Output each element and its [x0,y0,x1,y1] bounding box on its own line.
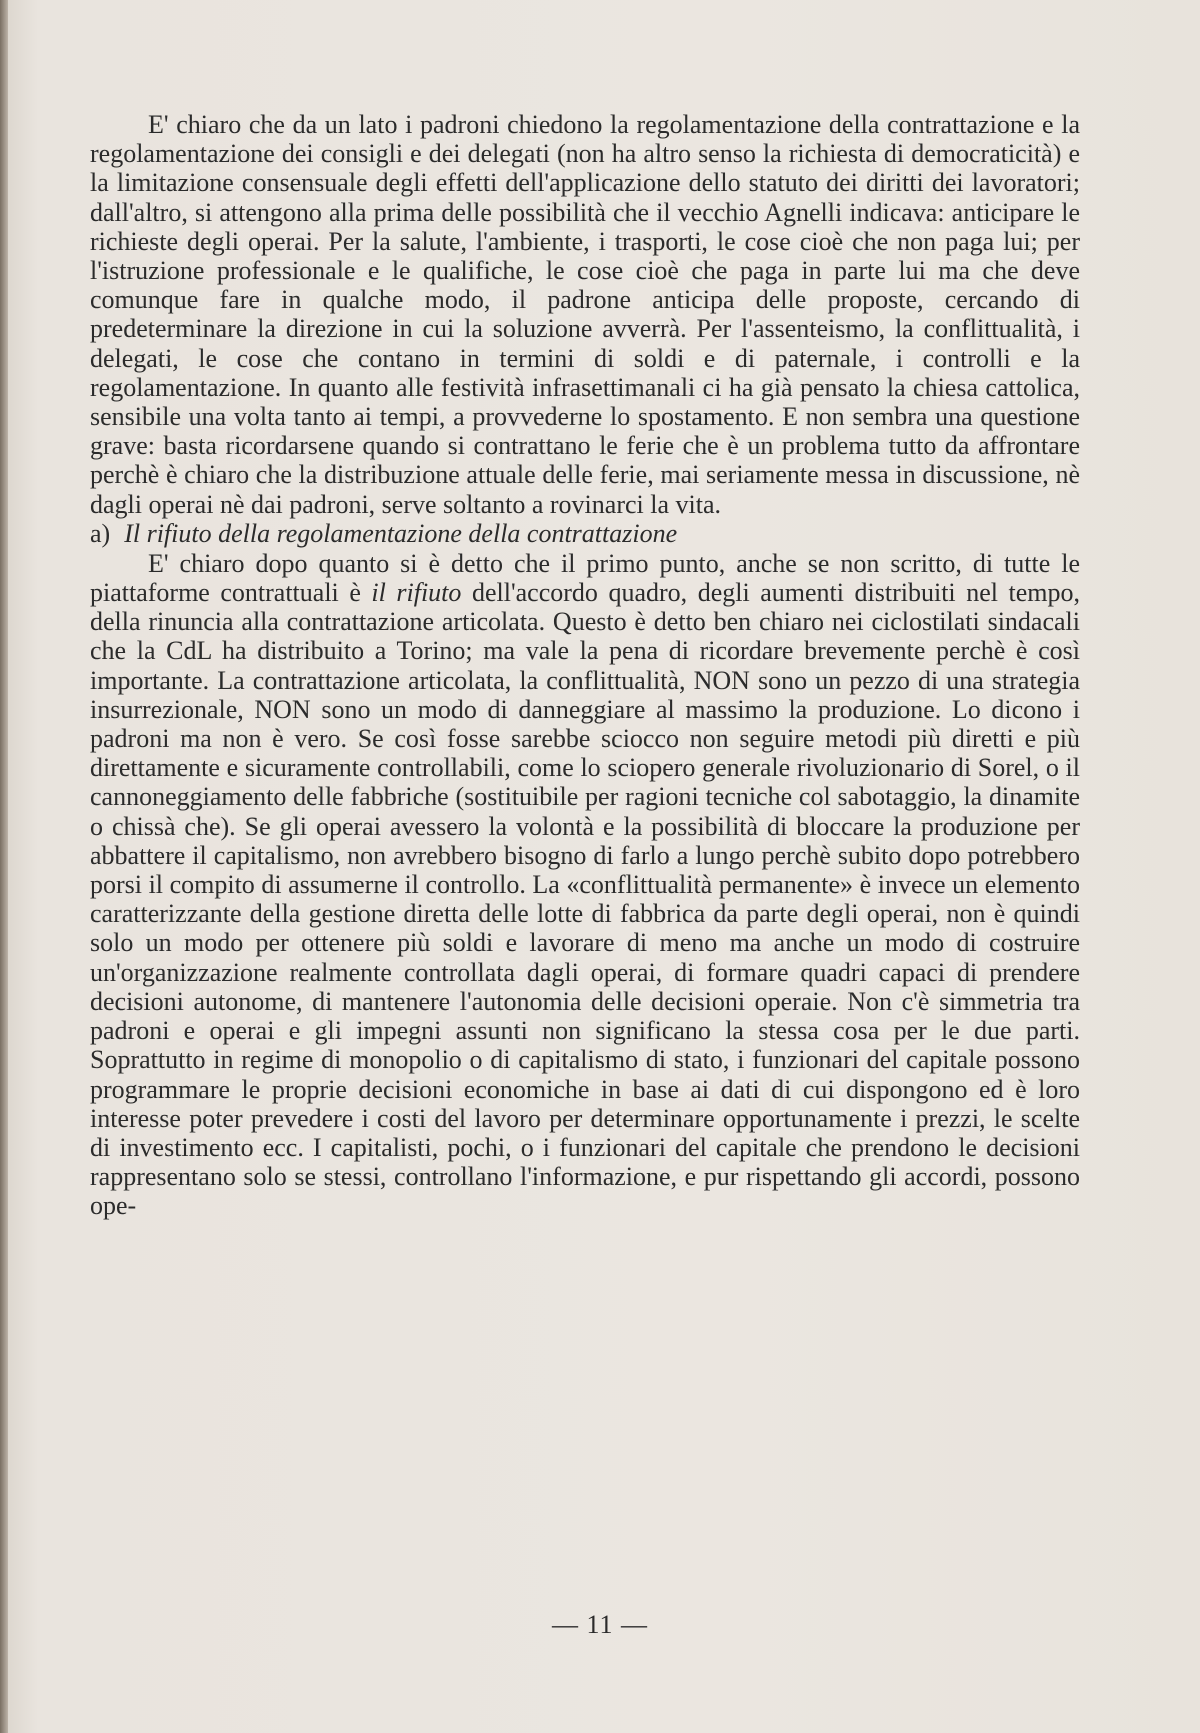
book-spine-edge [0,0,8,1733]
paragraph-1: E' chiaro che da un lato i padroni chiedono la regolamentazione della contrattazione e la regolamentazione dei consigli e dei delegati (non ha altro senso la richiesta di democraticità) e la limitazione consensuale degli effetti dell'applicazione dello statuto dei diritti dei lavoratori; dall'altro, si attengono alla prima delle possibilità che il vecchio Agnelli indicava: anticipare le richieste degli operai. Per la salute, l'ambiente, i trasporti, le cose cioè che non paga lui; per l'istruzione professionale e le qualifiche, le cose cioè che paga in parte lui ma che deve comunque fare in qualche modo, il padrone anticipa delle proposte, cercando di predeterminare la direzione in cui la soluzione avverrà. Per l'assenteismo, la conflittualità, i delegati, le cose che contano in termini di soldi e di paternale, i controlli e la regolamentazione. In quanto alle festività infrasettimanali ci ha già pensato la chiesa cattolica, sensibile una volta tanto ai tempi, a provvederne lo spostamento. E non sembra una questione grave: basta ricordarsene quando si contrattano le ferie che è un problema tutto da affrontare perchè è chiaro che la distribuzione attuale delle ferie, mai seriamente messa in discussione, nè dagli operai nè dai padroni, serve soltanto a rovinarci la vita. [90,110,1080,519]
page-number: — 11 — [551,1610,649,1639]
page-body [90,110,1080,1221]
paragraph-2-text-end: dell'accordo quadro, degli aumenti distribuiti nel tempo, della rinuncia alla contrattazione articolata. Questo è detto ben chiaro nei ciclostilati sindacali che la CdL ha distribuito a Torino; ma vale la pena di ricordare brevemente perchè è così importante. La contrattazione articolata, la conflittualità, NON sono un pezzo di una strategia insurrezionale, NON sono un modo di danneggiare al massimo la produzione. Lo dicono i padroni ma non è vero. Se così fosse sarebbe sciocco non seguire metodi più diretti e più direttamente e sicuramente controllabili, come lo sciopero generale rivoluzionario di Sorel, o il cannoneggiamento delle fabbriche (sostituibile per ragioni tecniche col sabotaggio, la dinamite o chissà che). Se gli operai avessero la volontà e la possibilità di bloccare la produzione per abbattere il capitalismo, non avrebbero bisogno di farlo a lungo perchè subito dopo potrebbero porsi il compito di assumerne il controllo. La «conflittualità permanente» è invece un elemento caratterizzante della gestione diretta delle lotte di fabbrica da parte degli operai, non è quindi solo un modo per ottenere più soldi e lavorare di meno ma anche un modo di costruire un'organizzazione realmente controllata dagli operai, di formare quadri capaci di prendere decisioni autonome, di mantenere l'autonomia delle decisioni operaie. Non c'è simmetria tra padroni e operai e gli impegni assunti non significano la stessa cosa per le due parti. Soprattutto in regime di monopolio o di capitalismo di stato, i funzionari del capitale possono programmare le proprie decisioni economiche in base ai dati di cui dispongono ed è loro interesse poter prevedere i costi del lavoro per determinare opportunamente i prezzi, le scelte di investimento ecc. I capitalisti, pochi, o i funzionari del capitale che prendono le decisioni rappresentano solo se stessi, controllano l'informazione, e pur rispettando gli accordi, possono ope- [90,578,1080,1221]
paragraph-2-emphasis: il rifiuto [371,578,462,608]
paragraph-2-text-start: E' chiaro dopo quanto si è detto che il primo punto, anche se non scritto, di tutte le piattaforme contrattuali è [90,548,1080,608]
section-heading [90,519,1080,549]
paragraph-2 [90,549,1080,1221]
section-marker: a) [90,518,111,548]
section-title: Il rifiuto della regolamentazione della contrattazione [124,518,678,548]
